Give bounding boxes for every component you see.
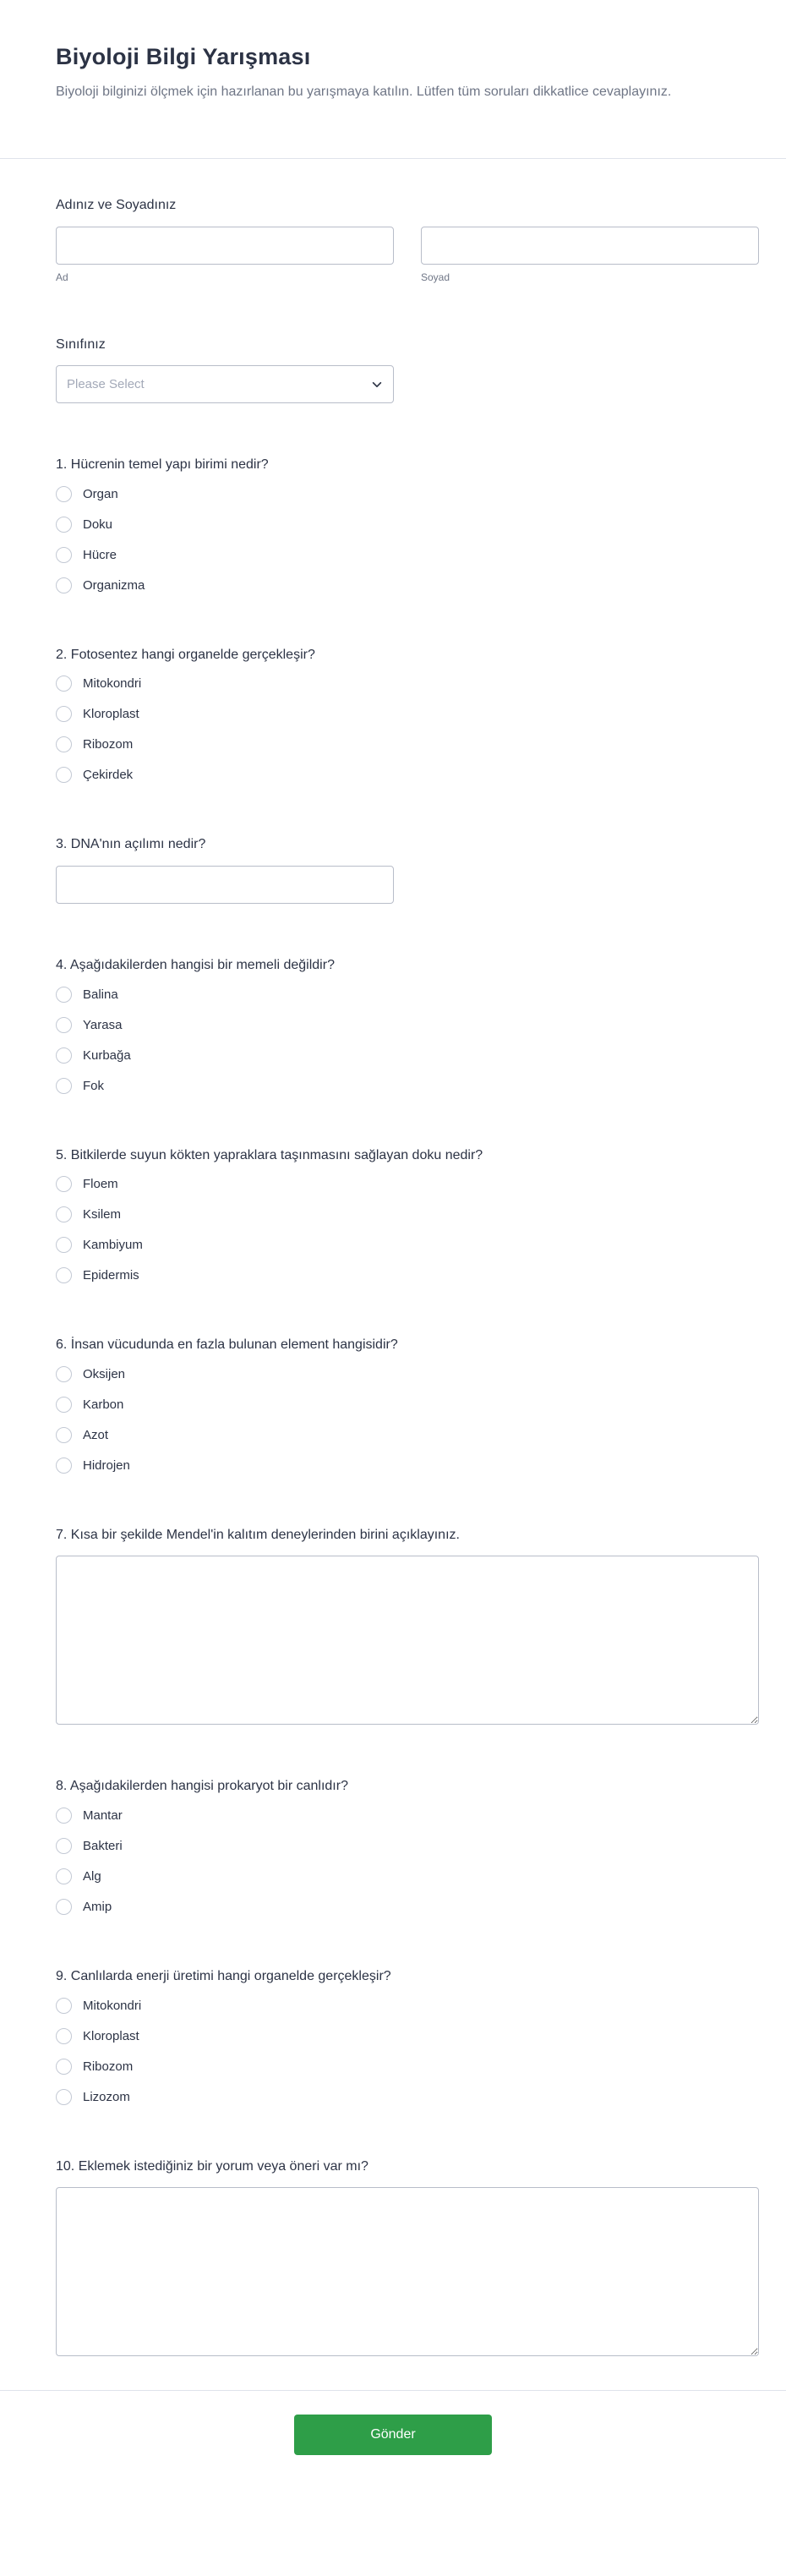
radio-button-icon[interactable] (56, 1017, 72, 1033)
question-label: 1. Hücrenin temel yapı birimi nedir? (56, 457, 269, 473)
grade-label: Sınıfınız (56, 336, 106, 352)
radio-option[interactable] (56, 517, 112, 533)
radio-group (56, 675, 759, 783)
radio-option-label: Kambiyum (83, 1238, 143, 1253)
radio-button-icon[interactable] (56, 1047, 72, 1064)
radio-button-icon[interactable] (56, 767, 72, 783)
question-label: 10. Eklemek istediğiniz bir yorum veya öneri var mı? (56, 2158, 368, 2174)
radio-option-label: Mantar (83, 1808, 123, 1823)
radio-option-label: Lizozom (83, 2089, 130, 2104)
short-answer-input[interactable] (56, 866, 394, 904)
radio-option[interactable] (56, 1998, 141, 2014)
radio-group (56, 987, 759, 1094)
submit-button[interactable]: Gönder (294, 2415, 492, 2455)
fullname-label: Adınız ve Soyadınız (56, 198, 177, 212)
radio-button-icon[interactable] (56, 736, 72, 752)
radio-option[interactable] (56, 1176, 118, 1192)
radio-button-icon[interactable] (56, 706, 72, 722)
radio-option-label: Ribozom (83, 737, 134, 752)
last-name-sublabel: Soyad (421, 271, 450, 283)
question-2-block (56, 646, 759, 784)
long-answer-textarea[interactable] (56, 1556, 759, 1725)
radio-option-label: Kloroplast (83, 707, 139, 722)
form-title: Biyoloji Bilgi Yarışması (56, 44, 311, 69)
radio-button-icon[interactable] (56, 1366, 72, 1382)
radio-group (56, 1176, 759, 1283)
radio-option-label: Hidrojen (83, 1458, 130, 1473)
question-5-block (56, 1146, 759, 1284)
header-divider (0, 158, 786, 159)
radio-option[interactable] (56, 1366, 125, 1382)
radio-button-icon[interactable] (56, 1868, 72, 1884)
radio-group (56, 1366, 759, 1474)
last-name-input[interactable] (421, 227, 759, 265)
radio-button-icon[interactable] (56, 486, 72, 502)
radio-button-icon[interactable] (56, 517, 72, 533)
fullname-field (56, 196, 759, 283)
question-6-block (56, 1336, 759, 1474)
radio-option-label: Fok (83, 1078, 105, 1093)
radio-option-label: Epidermis (83, 1268, 139, 1283)
radio-option[interactable] (56, 1899, 112, 1915)
radio-button-icon[interactable] (56, 1458, 72, 1474)
radio-option[interactable] (56, 1267, 139, 1283)
radio-option-label: Hücre (83, 547, 117, 562)
radio-option-label: Floem (83, 1177, 118, 1192)
radio-option-label: Bakteri (83, 1838, 123, 1853)
question-7-block (56, 1526, 759, 1726)
question-label: 7. Kısa bir şekilde Mendel'in kalıtım deneylerinden birini açıklayınız. (56, 1527, 460, 1542)
radio-button-icon[interactable] (56, 675, 72, 692)
fullname-inputs-row (56, 227, 759, 283)
radio-button-icon[interactable] (56, 1078, 72, 1094)
radio-option-label: Balina (83, 987, 118, 1002)
radio-option[interactable] (56, 1397, 123, 1413)
radio-button-icon[interactable] (56, 1808, 72, 1824)
question-3-block (56, 835, 759, 904)
radio-option[interactable] (56, 1206, 121, 1222)
question-10-block (56, 2158, 759, 2357)
radio-button-icon[interactable] (56, 1397, 72, 1413)
radio-option-label: Mitokondri (83, 1998, 142, 2013)
radio-button-icon[interactable] (56, 1899, 72, 1915)
radio-option-label: Karbon (83, 1397, 124, 1412)
radio-button-icon[interactable] (56, 2028, 72, 2044)
radio-option[interactable] (56, 767, 133, 783)
radio-option[interactable] (56, 1838, 123, 1854)
radio-option-label: Doku (83, 517, 113, 532)
radio-option[interactable] (56, 675, 141, 692)
radio-option-label: Azot (83, 1427, 109, 1442)
radio-group (56, 1808, 759, 1915)
radio-option[interactable] (56, 2059, 133, 2075)
first-name-column (56, 227, 394, 283)
radio-button-icon[interactable] (56, 577, 72, 593)
radio-group (56, 1998, 759, 2105)
submit-row (0, 2391, 786, 2486)
form-subtitle: Biyoloji bilginizi ölçmek için hazırlanan bu yarışmaya katılın. Lütfen tüm soruları dikkatlice cevaplayınız. (56, 85, 672, 99)
radio-option-label: Kloroplast (83, 2028, 139, 2043)
radio-option-label: Oksijen (83, 1366, 126, 1381)
radio-option-label: Alg (83, 1868, 101, 1884)
radio-option-label: Ksilem (83, 1207, 122, 1222)
chevron-down-icon (371, 379, 383, 391)
grade-field (56, 336, 759, 404)
radio-button-icon[interactable] (56, 1267, 72, 1283)
radio-option-label: Organ (83, 486, 118, 501)
radio-option[interactable] (56, 2089, 130, 2105)
grade-select-value: Please Select (67, 377, 145, 392)
radio-option[interactable] (56, 1078, 104, 1094)
radio-button-icon[interactable] (56, 1176, 72, 1192)
form-body (0, 196, 786, 2356)
radio-option[interactable] (56, 2028, 139, 2044)
radio-option-label: Kurbağa (83, 1047, 131, 1063)
comment-textarea[interactable] (56, 2187, 759, 2356)
radio-option[interactable] (56, 1808, 123, 1824)
radio-button-icon[interactable] (56, 1998, 72, 2014)
radio-option[interactable] (56, 1868, 101, 1884)
radio-option-label: Organizma (83, 577, 145, 593)
radio-option[interactable] (56, 706, 139, 722)
radio-option[interactable] (56, 736, 133, 752)
radio-option[interactable] (56, 987, 118, 1003)
radio-option[interactable] (56, 1427, 108, 1443)
last-name-column (421, 227, 759, 283)
radio-option-label: Ribozom (83, 2059, 134, 2074)
question-label: 6. İnsan vücudunda en fazla bulunan element hangisidir? (56, 1337, 398, 1353)
radio-button-icon[interactable] (56, 2059, 72, 2075)
radio-option[interactable] (56, 577, 145, 593)
radio-option[interactable] (56, 486, 118, 502)
radio-button-icon[interactable] (56, 2089, 72, 2105)
question-label: 8. Aşağıdakilerden hangisi prokaryot bir canlıdır? (56, 1779, 348, 1794)
question-8-block (56, 1777, 759, 1915)
first-name-input[interactable] (56, 227, 394, 265)
first-name-sublabel: Ad (56, 271, 68, 283)
radio-option-label: Çekirdek (83, 768, 134, 783)
question-1-block (56, 456, 759, 593)
radio-button-icon[interactable] (56, 1427, 72, 1443)
radio-option-label: Amip (83, 1899, 112, 1914)
radio-button-icon[interactable] (56, 1838, 72, 1854)
radio-option[interactable] (56, 1017, 122, 1033)
radio-button-icon[interactable] (56, 987, 72, 1003)
radio-option-label: Yarasa (83, 1017, 123, 1032)
grade-select[interactable] (56, 365, 394, 403)
radio-button-icon[interactable] (56, 1237, 72, 1253)
radio-option[interactable] (56, 1047, 131, 1064)
radio-option[interactable] (56, 1458, 130, 1474)
question-label: 5. Bitkilerde suyun kökten yapraklara taşınmasını sağlayan doku nedir? (56, 1147, 483, 1162)
radio-group (56, 486, 759, 593)
radio-button-icon[interactable] (56, 1206, 72, 1222)
question-9-block (56, 1967, 759, 2105)
radio-option[interactable] (56, 1237, 143, 1253)
form-header (0, 0, 786, 102)
question-label: 4. Aşağıdakilerden hangisi bir memeli değildir? (56, 957, 335, 972)
question-label: 2. Fotosentez hangi organelde gerçekleşir? (56, 647, 315, 662)
question-label: 3. DNA'nın açılımı nedir? (56, 837, 206, 852)
radio-button-icon[interactable] (56, 547, 72, 563)
radio-option-label: Mitokondri (83, 676, 142, 692)
radio-option[interactable] (56, 547, 117, 563)
question-4-block (56, 956, 759, 1094)
question-label: 9. Canlılarda enerji üretimi hangi organelde gerçekleşir? (56, 1968, 391, 1983)
